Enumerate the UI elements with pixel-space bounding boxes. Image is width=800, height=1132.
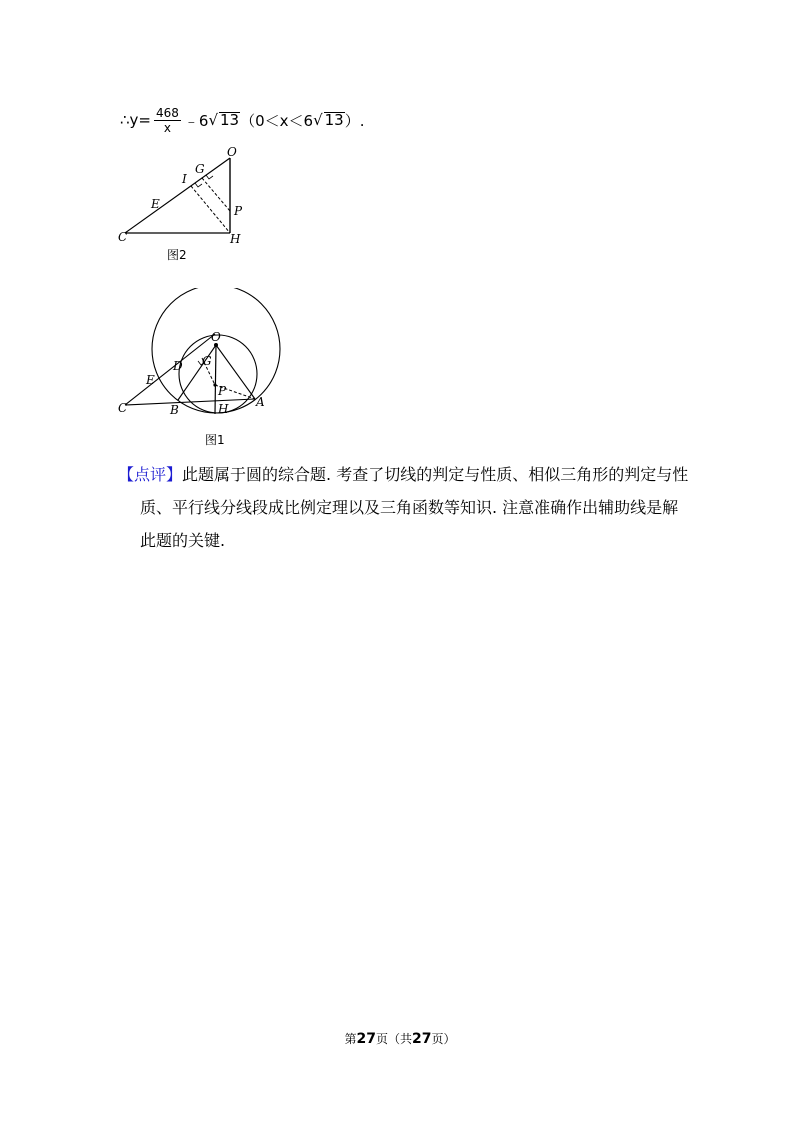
label-G: G [195,162,205,176]
label-B: B [170,403,179,417]
figure-2-diagram [115,145,255,265]
label-G: G [202,354,212,368]
footer-total-pages: 27 [412,1031,432,1047]
page-footer [0,1030,800,1047]
label-P: P [234,204,243,218]
label-D: D [173,359,183,373]
fraction [154,106,181,135]
comment-tag: 【点评】 [118,465,183,484]
label-E: E [151,197,160,211]
figure-1 [115,288,285,450]
label-P: P [218,384,227,398]
footer-page-number: 27 [356,1031,376,1047]
range-close: ）. [344,111,365,130]
answer-formula [120,100,365,140]
radicand: 13 [220,111,240,129]
label-H: H [230,232,241,246]
figure-1-caption: 图1 [205,433,225,447]
footer-prefix: 第 [344,1032,357,1046]
label-O: O [227,145,237,159]
label-C: C [118,401,128,415]
label-I: I [182,172,187,186]
comment-line-3: 此题的关键. [140,531,226,550]
minus-six: ﹣6 [183,111,209,130]
figure-2 [115,145,255,265]
fraction-denominator: x [163,120,171,135]
label-A: A [256,395,265,409]
therefore-y: ∴y= [120,111,151,129]
figure-1-diagram [115,288,285,450]
footer-suffix: 页） [431,1032,456,1046]
label-H: H [218,402,229,416]
label-O: O [211,330,221,344]
radical-sign: √ [313,111,323,129]
label-E: E [146,373,155,387]
radicand: 13 [324,111,344,129]
comment-line-2: 质、平行线分线段成比例定理以及三角函数等知识. 注意准确作出辅助线是解 [140,498,679,517]
figure-2-caption: 图2 [167,248,187,262]
footer-mid: 页（共 [375,1032,412,1046]
radical-sign: √ [208,111,219,129]
fraction-numerator: 468 [156,105,179,120]
range-open: （0＜x＜6 [240,111,314,130]
comment-paragraph [118,458,698,557]
label-C: C [118,230,128,244]
comment-line-1: 此题属于圆的综合题. 考查了切线的判定与性质、相似三角形的判定与性 [182,465,689,484]
